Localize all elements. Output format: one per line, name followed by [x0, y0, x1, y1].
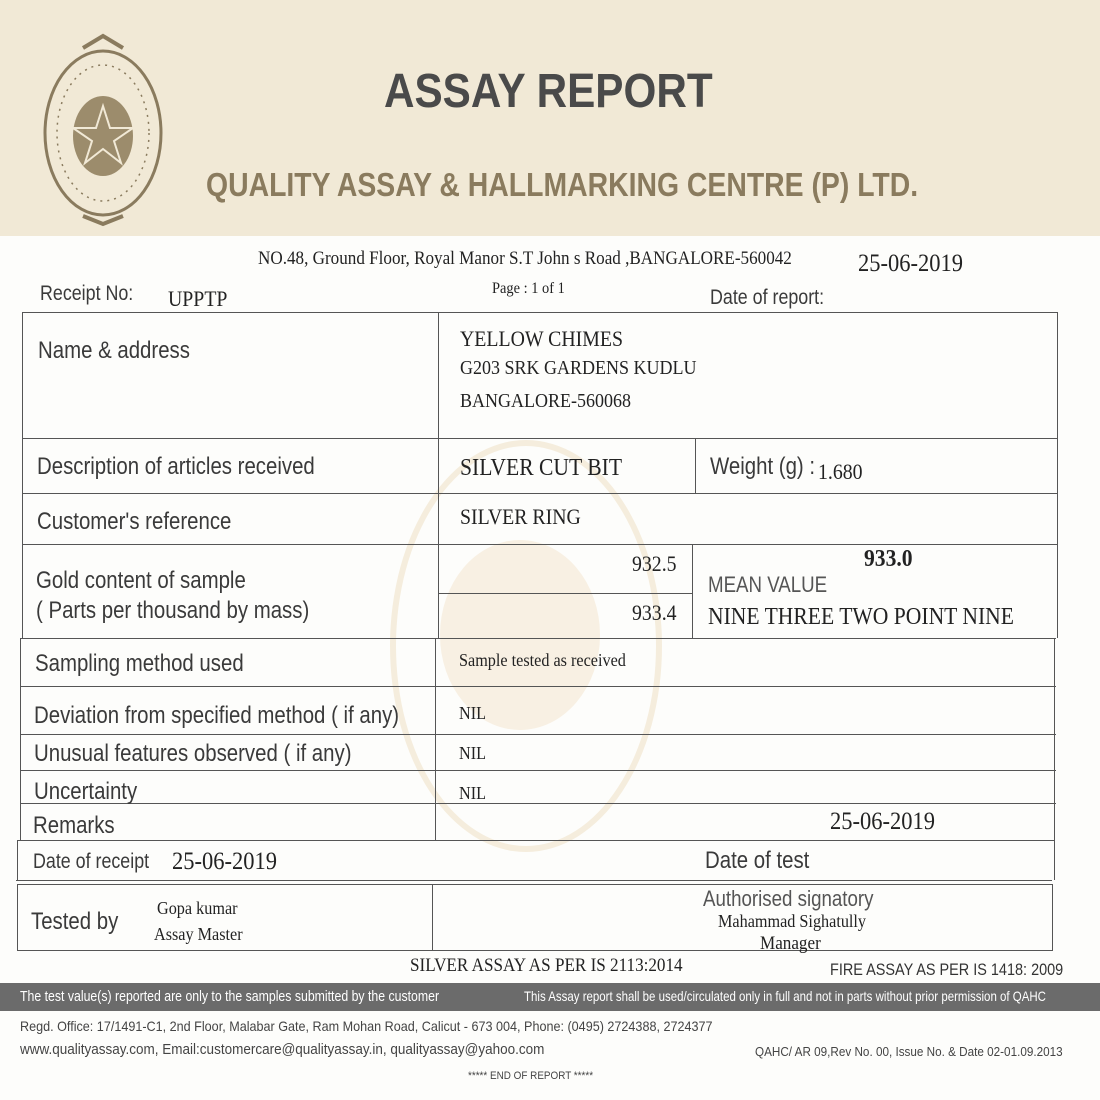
gold-content-unit-label: ( Parts per thousand by mass): [36, 597, 310, 624]
company-address: NO.48, Ground Floor, Royal Manor S.T John s Road ,BANGALORE-560042: [258, 248, 792, 269]
remarks-label: Remarks: [33, 812, 115, 839]
table-rule: [438, 312, 439, 638]
uncertainty-label: Uncertainty: [34, 778, 138, 805]
unusual-value: NIL: [459, 743, 486, 763]
unusual-label: Unusual features observed ( if any): [34, 740, 352, 767]
tester-title: Assay Master: [154, 924, 243, 944]
table-rule: [20, 638, 1056, 639]
mean-value-number: 933.0: [864, 546, 913, 572]
table-rule: [695, 438, 696, 493]
page-number: Page : 1 of 1: [492, 280, 565, 297]
reading-1: 932.5: [632, 551, 677, 576]
table-rule: [438, 593, 692, 594]
fire-assay-standard: FIRE ASSAY AS PER IS 1418: 2009: [830, 960, 1064, 979]
receipt-label: Receipt No:: [40, 282, 134, 305]
silver-assay-standard: SILVER ASSAY AS PER IS 2113:2014: [410, 955, 683, 976]
test-date-value: 25-06-2019: [830, 808, 935, 835]
table-rule: [22, 312, 23, 638]
deviation-label: Deviation from specified method ( if any): [34, 702, 400, 729]
table-rule: [16, 880, 1052, 881]
weight-value: 1.680: [818, 459, 863, 484]
weight-label: Weight (g) :: [710, 453, 816, 480]
date-of-report-label: Date of report:: [710, 286, 825, 309]
uncertainty-value: NIL: [459, 783, 486, 803]
description-label: Description of articles received: [37, 453, 315, 480]
table-rule: [432, 884, 433, 950]
date-of-receipt-label: Date of receipt: [33, 850, 150, 873]
form-reference: QAHC/ AR 09,Rev No. 00, Issue No. & Date 02-01.09.2013: [755, 1044, 1063, 1059]
signatory-title: Manager: [760, 933, 821, 954]
table-rule: [20, 686, 1056, 687]
gold-content-label: Gold content of sample: [36, 567, 246, 594]
company-seal-logo: [38, 28, 168, 228]
sampling-value: Sample tested as received: [459, 650, 626, 670]
table-rule: [17, 950, 1053, 951]
registered-office: Regd. Office: 17/1491-C1, 2nd Floor, Malabar Gate, Ram Mohan Road, Calicut - 673 004, Phone: (0495) 2724388, 2724377: [20, 1018, 713, 1034]
table-rule: [22, 544, 1058, 545]
watermark-star: [440, 540, 600, 730]
reading-2: 933.4: [632, 600, 677, 625]
table-rule: [1057, 312, 1058, 638]
name-address-label: Name & address: [38, 337, 190, 364]
table-rule: [17, 884, 18, 950]
table-rule: [692, 544, 693, 638]
mean-value-words: NINE THREE TWO POINT NINE: [708, 604, 1014, 630]
table-rule: [20, 770, 1056, 771]
receipt-number: UPPTP: [168, 286, 228, 311]
customer-name: YELLOW CHIMES: [460, 326, 623, 351]
end-of-report: ***** END OF REPORT *****: [468, 1070, 594, 1082]
signatory-name: Mahammad Sighatully: [718, 911, 867, 931]
table-rule: [22, 493, 1058, 494]
deviation-value: NIL: [459, 703, 486, 723]
customer-reference-value: SILVER RING: [460, 504, 581, 529]
table-rule: [435, 638, 436, 840]
table-rule: [17, 884, 1053, 885]
date-of-receipt-value: 25-06-2019: [172, 848, 277, 875]
table-rule: [20, 638, 21, 840]
sampling-label: Sampling method used: [35, 650, 244, 677]
table-rule: [1052, 884, 1053, 950]
table-rule: [1054, 638, 1055, 880]
contact-info[interactable]: www.qualityassay.com, Email:customercare@qualityassay.in, qualityassay@yahoo.com: [20, 1041, 545, 1058]
customer-address-line-2: BANGALORE-560068: [460, 390, 631, 412]
report-date: 25-06-2019: [858, 250, 963, 277]
notice-left: The test value(s) reported are only to the samples submitted by the customer: [20, 988, 440, 1005]
description-value: SILVER CUT BIT: [460, 455, 623, 481]
table-rule: [17, 840, 18, 880]
table-rule: [22, 312, 1058, 313]
table-rule: [22, 438, 1058, 439]
table-rule: [20, 803, 1056, 804]
mean-value-label: MEAN VALUE: [708, 572, 828, 597]
page-title: ASSAY REPORT: [384, 65, 713, 118]
customer-address-line-1: G203 SRK GARDENS KUDLU: [460, 357, 697, 379]
authorised-signatory-label: Authorised signatory: [703, 886, 874, 911]
tester-name: Gopa kumar: [157, 898, 238, 918]
customer-reference-label: Customer's reference: [37, 508, 232, 535]
company-name: QUALITY ASSAY & HALLMARKING CENTRE (P) LTD.: [206, 166, 919, 203]
table-rule: [18, 840, 1054, 841]
tested-by-label: Tested by: [31, 908, 119, 935]
table-rule: [20, 734, 1056, 735]
date-of-test-label: Date of test: [705, 847, 810, 874]
notice-right: This Assay report shall be used/circulated only in full and not in parts without prior permission of QAHC: [524, 988, 1046, 1004]
